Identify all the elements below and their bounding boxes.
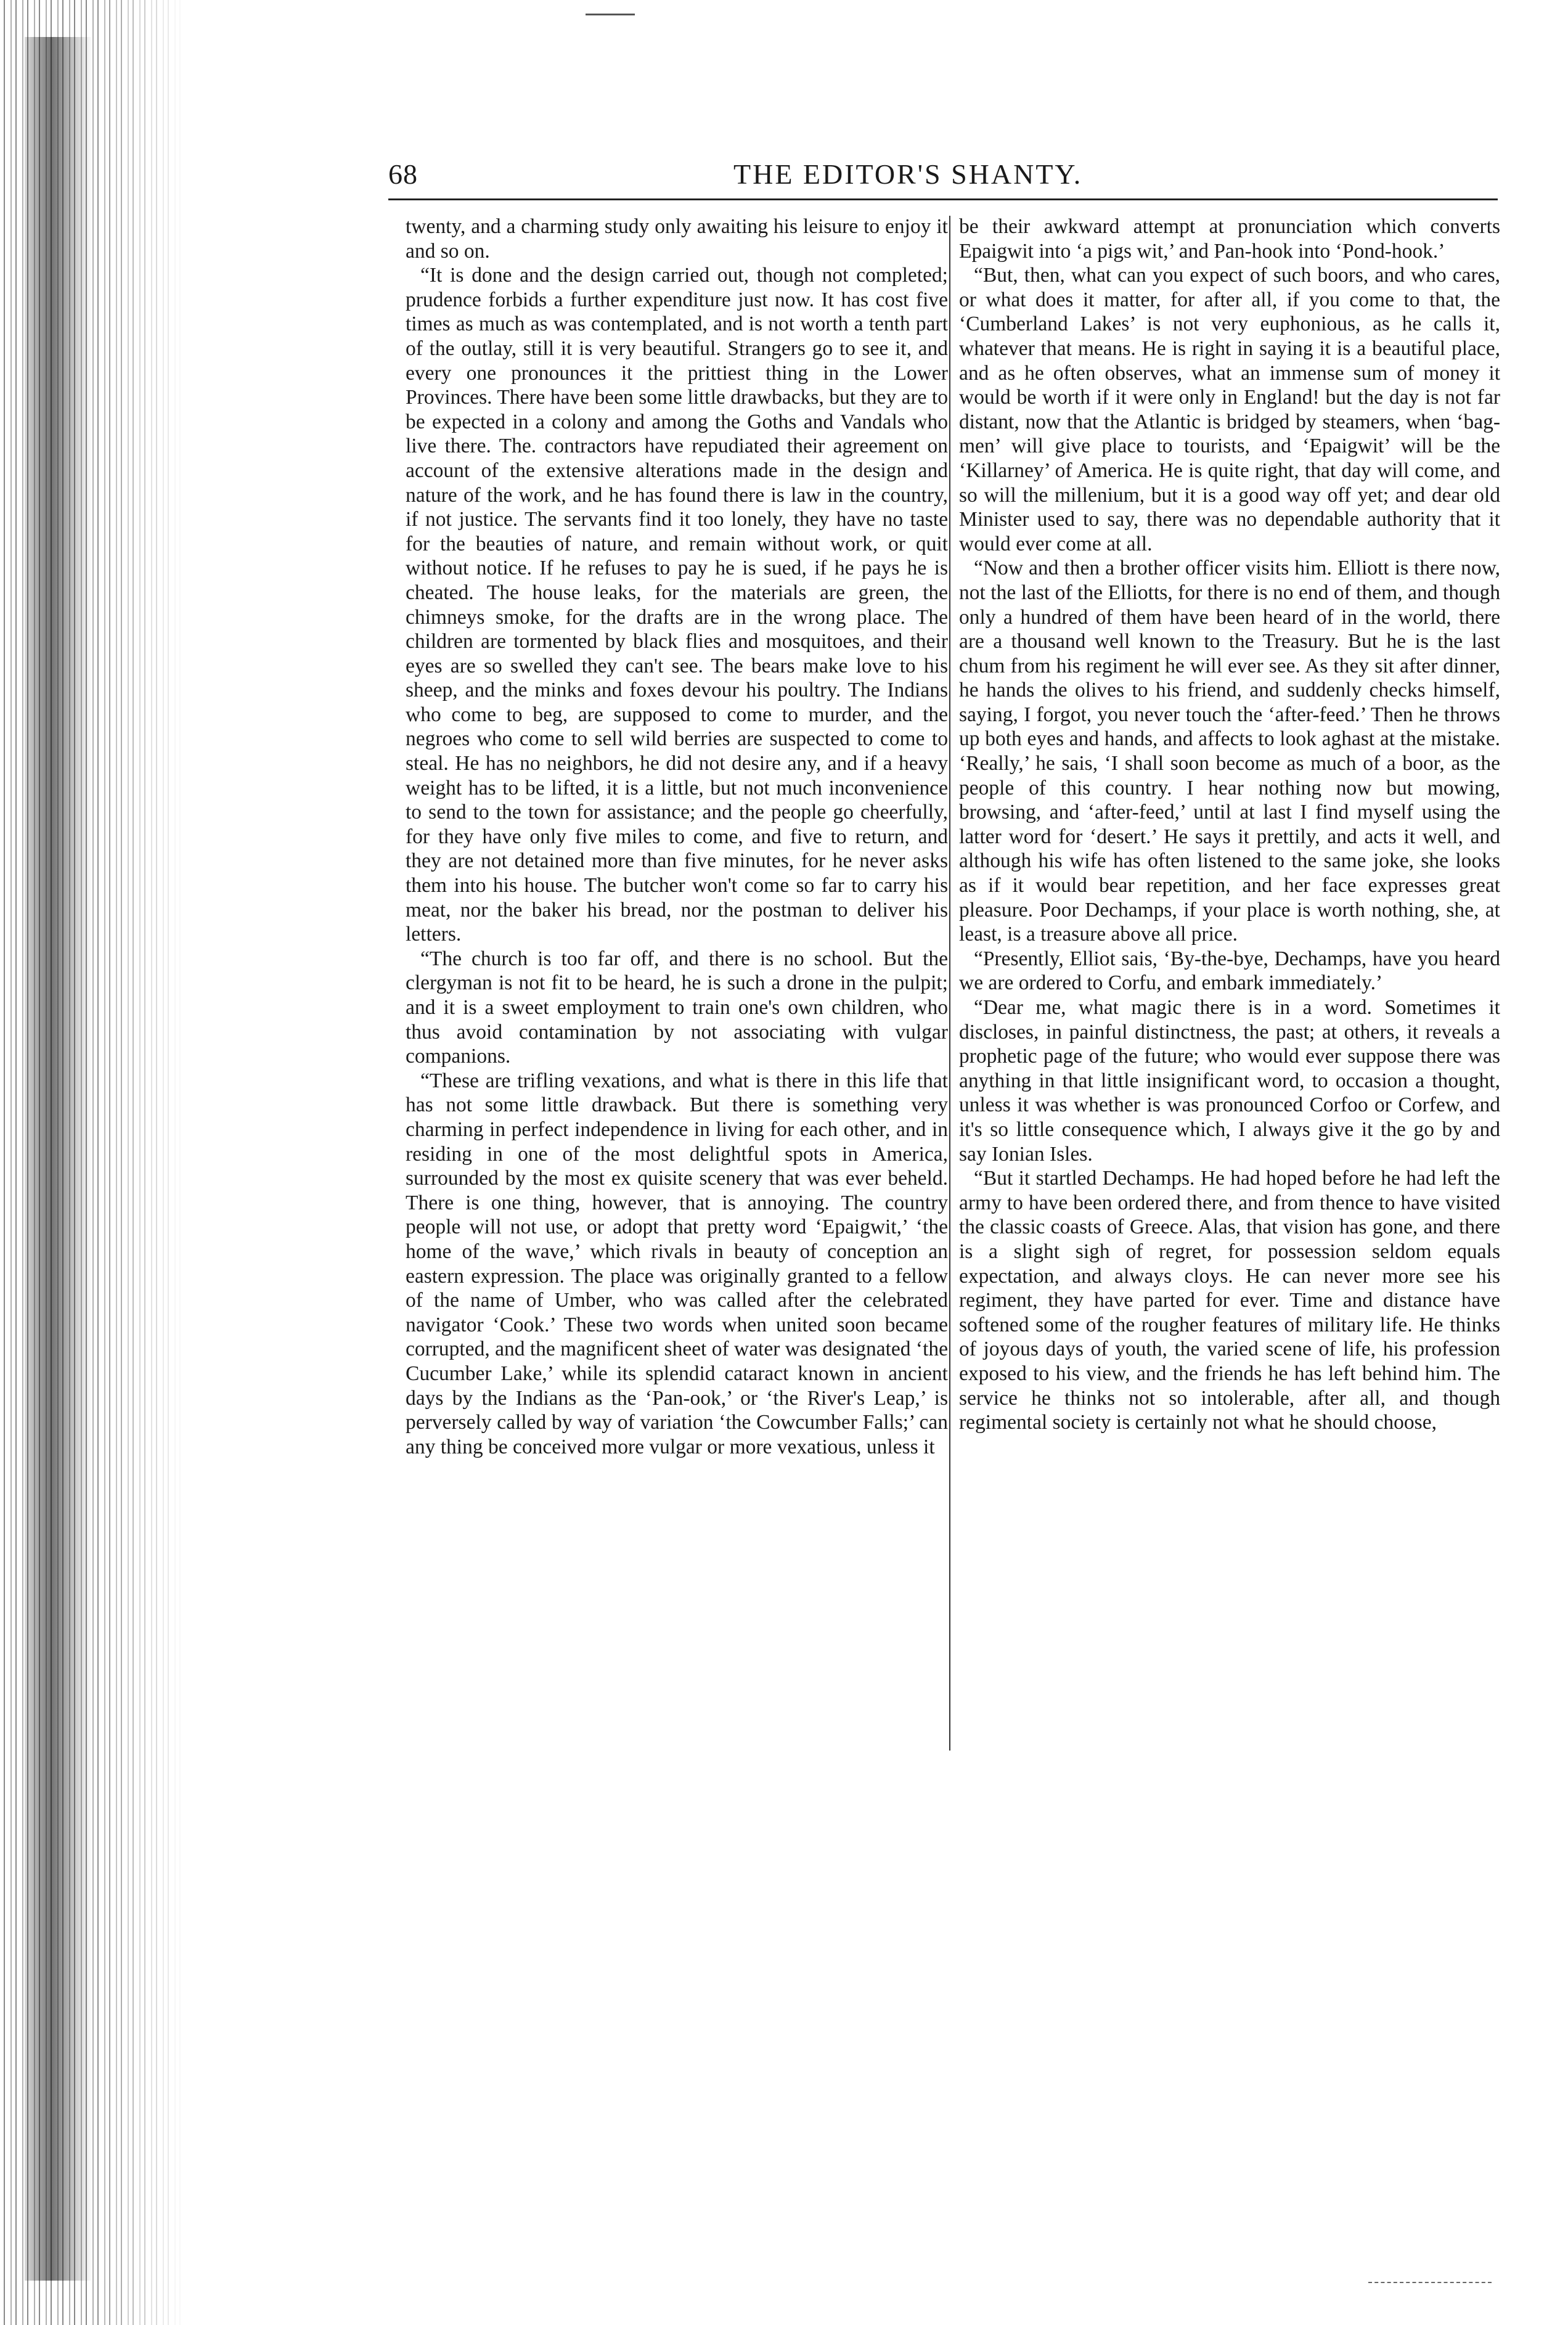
paragraph: “The church is too far off, and there is no school. But the clergyman is not fit to be heard, he is such a drone in the pulpit; and it is a sweet employment to train one's own children, who thus avoid contamination by not associating with vulgar companions. bbox=[406, 947, 948, 1068]
column-divider-rule bbox=[949, 216, 950, 1751]
paragraph: “Dear me, what magic there is in a word. Sometimes it discloses, in painful distinctness, the past; at others, it reveals a prophetic page of the future; who would ever suppose there was anything in that little insignificant word, to occasion a thought, unless it was whether is was pronounced Corfoo or Corfew, and it's so little consequence which, I always give it the go by and say Ionian Isles. bbox=[959, 996, 1500, 1166]
paragraph: twenty, and a charming study only awaiting his leisure to enjoy it and so on. bbox=[406, 215, 948, 263]
binding-spine-fade bbox=[92, 0, 185, 2325]
paragraph: “But it startled Dechamps. He had hoped before he had left the army to have been ordered there, and from thence to have visited the classic coasts of Greece. Alas, that vision has gone, and there is a slight sigh of regret, for possession seldom equals expectation, and always cloys. He can never more see his regiment, they have parted for ever. Time and distance have softened some of the rougher features of military life. He thinks of joyous days of youth, the varied scene of life, his profession exposed to his view, and the friends he has left behind him. The service he thinks not so intolerable, after all, and though regimental society is certainly not what he should choose, bbox=[959, 1167, 1500, 1434]
running-title: THE EDITOR'S SHANTY. bbox=[733, 158, 1083, 190]
scan-top-mark bbox=[586, 14, 635, 15]
paragraph: “These are trifling vexations, and what is there in this life that has not some little drawback. But there is something very charming in perfect independence in living for each other, and in residing in one of the most delightful spots in America, surrounded by the most ex quisite scenery that was ever beheld. There is one thing, however, that is annoying. The country people will not use, or adopt that pretty word ‘Epaigwit,’ ‘the home of the wave,’ which rivals in beauty of conception an eastern expression. The place was originally granted to a fellow of the name of Umber, who was called after the celebrated navigator ‘Cook.’ These two words when united soon became corrupted, and the magnificent sheet of water was designated ‘the Cucumber Lake,’ while its splendid cataract known in ancient days by the Indians as the ‘Pan-ook,’ or ‘the River's Leap,’ is perversely called by way of variation ‘the Cowcumber Falls;’ can any thing be conceived more vulgar or more vexatious, unless it bbox=[406, 1069, 948, 1458]
header-rule bbox=[388, 198, 1498, 200]
page-number: 68 bbox=[388, 158, 418, 190]
paragraph: “Now and then a brother officer visits him. Elliott is there now, not the last of the Elliotts, for there is no end of them, and though only a hundred of them have been heard of in the world, there are a thousand well known to the Treasury. But he is the last chum from his regiment he will ever see. As they sit after dinner, he hands the olives to his friend, and suddenly checks himself, saying, I forgot, you never touch the ‘after-feed.’ Then he throws up both eyes and hands, and affects to look aghast at the mistake. ‘Really,’ he sais, ‘I shall soon become as much of a boor, as the people of this country. I hear nothing now but mowing, browsing, and ‘after-feed,’ until at last I find myself using the latter word for ‘desert.’ He says it prettily, and acts it well, and although his wife has often listened to the same joke, she looks as if it would bear repetition, and her face expresses great pleasure. Poor Dechamps, if your place is worth nothing, she, at least, is a treasure above all price. bbox=[959, 557, 1500, 946]
left-text-column bbox=[406, 215, 948, 1459]
paragraph: “Presently, Elliot sais, ‘By-the-bye, Dechamps, have you heard we are ordered to Corfu, and embark immediately.’ bbox=[959, 947, 1500, 995]
right-text-column bbox=[959, 215, 1500, 1435]
binding-spine-dark-band bbox=[25, 37, 92, 2281]
scan-bottom-mark bbox=[1368, 2282, 1492, 2284]
page-header bbox=[388, 153, 1498, 202]
paragraph: “But, then, what can you expect of such boors, and who cares, or what does it matter, for after all, if you come to that, the ‘Cumberland Lakes’ is not very euphonious, as he calls it, whatever that means. He is right in saying it is a beautiful place, and as he often observes, what an immense sum of money it would be worth if it were only in England! but the day is not far distant, now that the Atlantic is bridged by steamers, when ‘bag-men’ will give place to tourists, and ‘Epaigwit’ will be the ‘Killarney’ of America. He is quite right, that day will come, and so will the millenium, but it is a good way off yet; and dear old Minister used to say, there was no dependable authority that it would ever come at all. bbox=[959, 264, 1500, 555]
paragraph: “It is done and the design carried out, though not completed; prudence forbids a further expenditure just now. It has cost five times as much as was contemplated, and is not worth a tenth part of the outlay, still it is very beautiful. Strangers go to see it, and every one pronounces it the prittiest thing in the Lower Provinces. There have been some little drawbacks, but they are to be expected in a colony and among the Goths and Vandals who live there. The. contractors have repudiated their agreement on account of the extensive alterations made in the design and nature of the work, and he has found there is law in the country, if not justice. The servants find it too lonely, they have no taste for the beauties of nature, and remain without work, or quit without notice. If he refuses to pay he is sued, if he pays he is cheated. The house leaks, for the materials are green, the chimneys smoke, for the drafts are in the wrong place. The children are tormented by black flies and mosquitoes, and their eyes are so swelled they can't see. The bears make love to his sheep, and the minks and foxes devour his poultry. The Indians who come to beg, are supposed to come to murder, and the negroes who come to sell wild berries are suspected to come to steal. He has no neighbors, he did not desire any, and if a heavy weight has to be lifted, it is a little, but not much inconvenience to send to the town for assistance; and the people go cheerfully, for they have only five miles to come, and five to return, and they are not detained more than five minutes, for he never asks them into his house. The butcher won't come so far to carry his meat, nor the baker his bread, nor the postman to deliver his letters. bbox=[406, 264, 948, 946]
paragraph: be their awkward attempt at pronunciation which converts Epaigwit into ‘a pigs wit,’ and Pan-hook into ‘Pond-hook.’ bbox=[959, 215, 1500, 263]
